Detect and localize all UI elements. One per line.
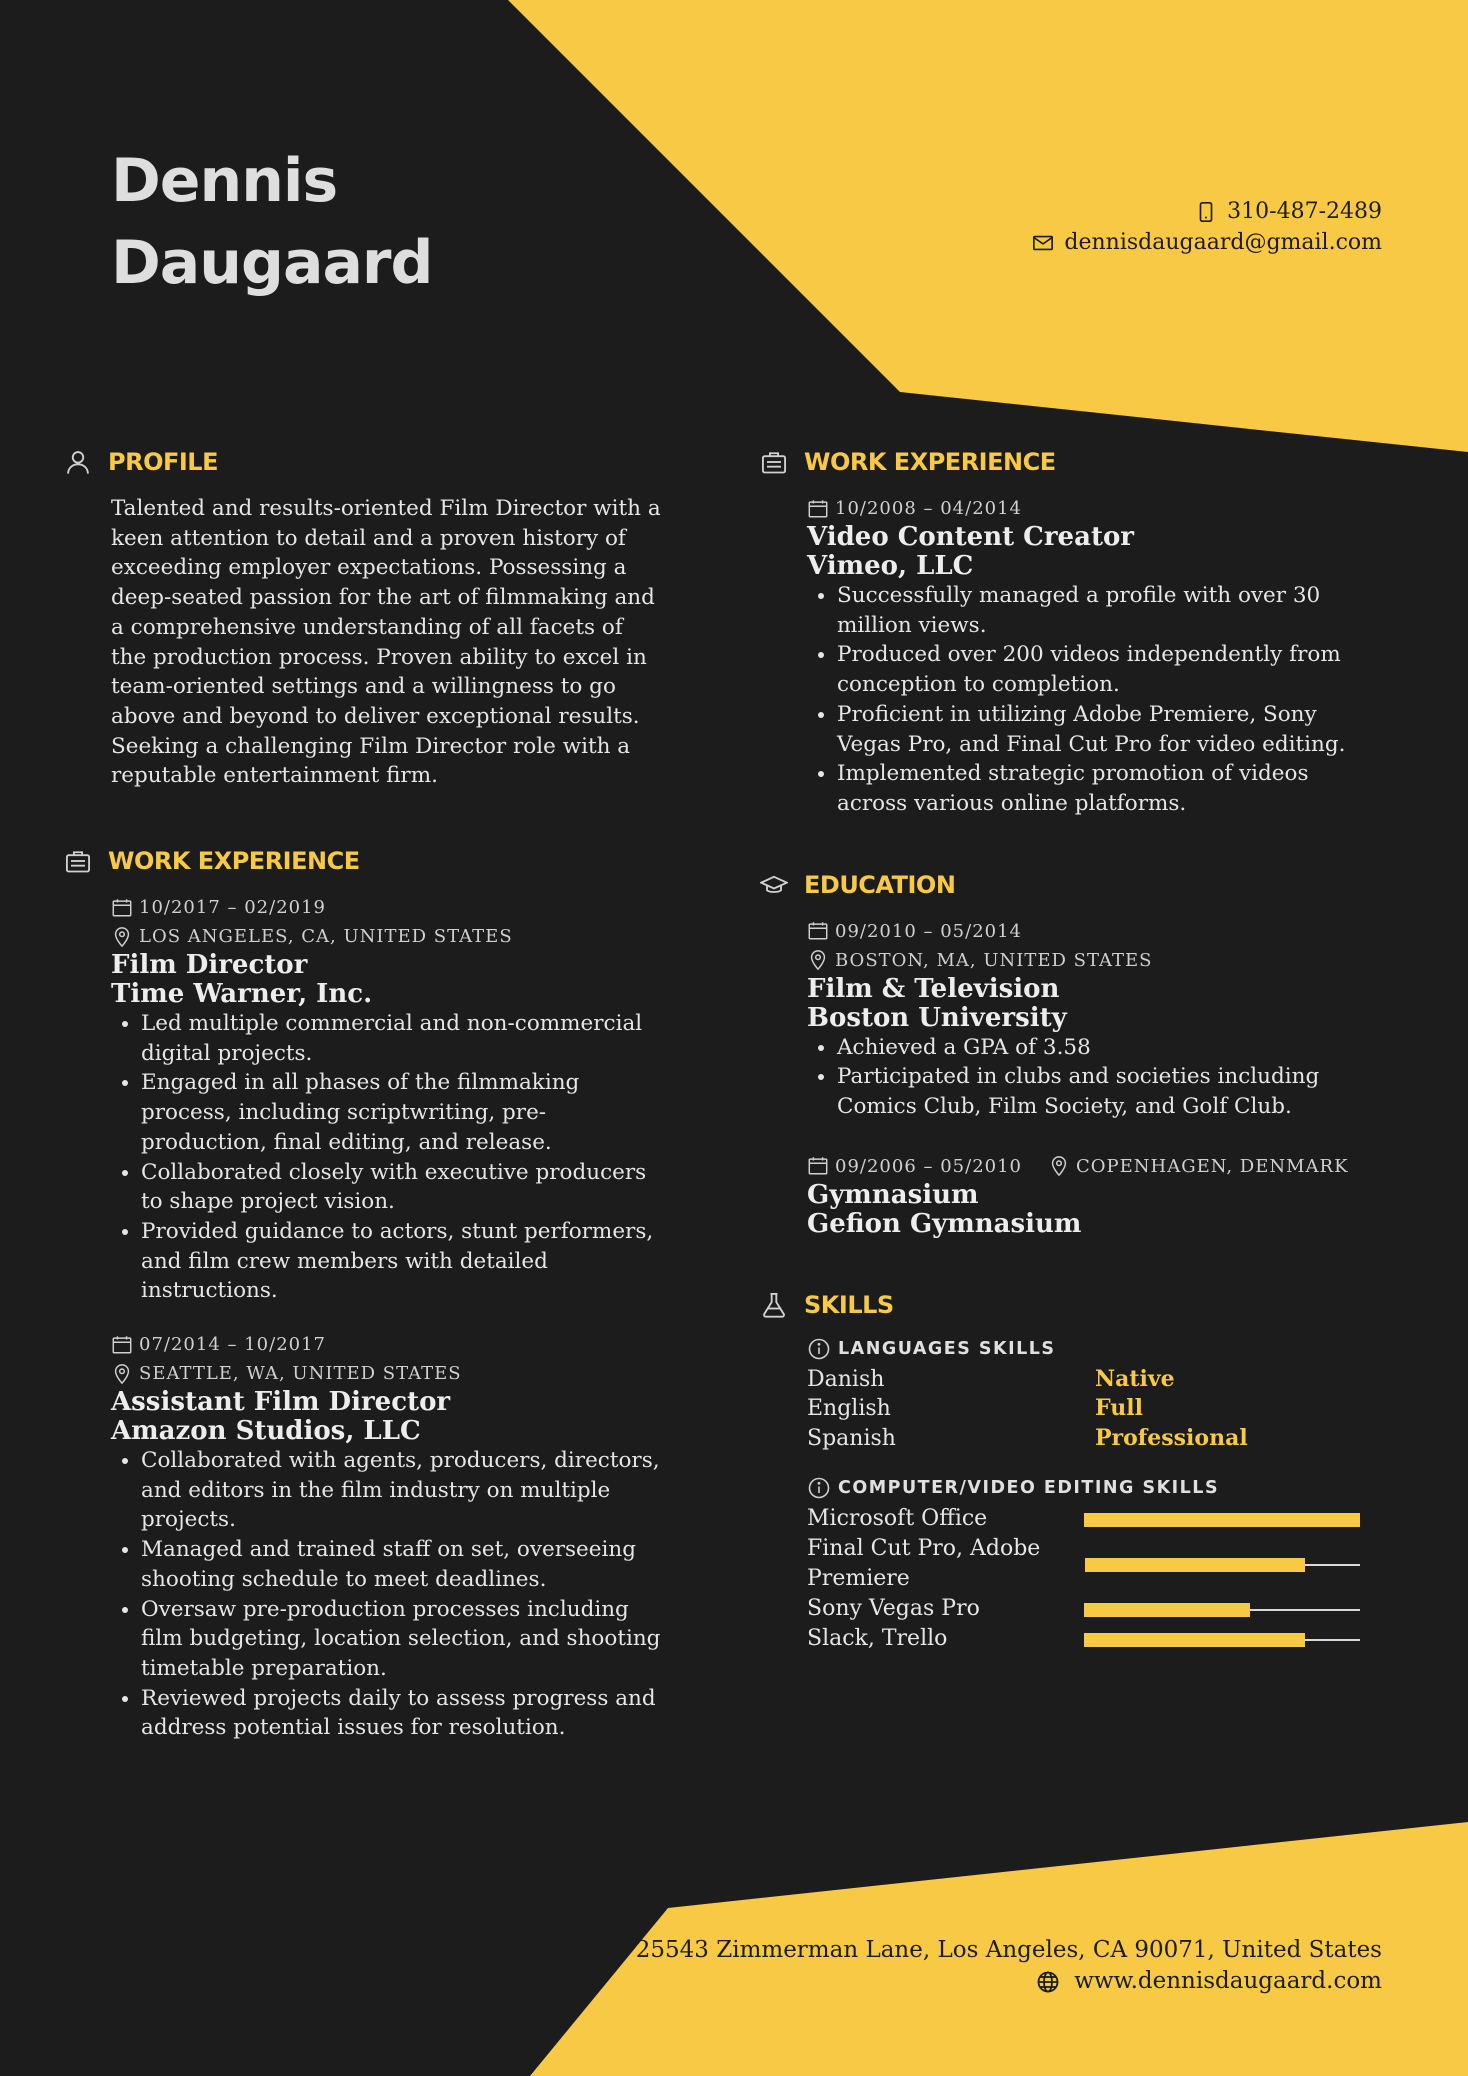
email-row — [1032, 227, 1382, 258]
calendar-icon — [807, 1155, 829, 1177]
list-item: • Implemented strategic promotion of videos across various online platforms. — [837, 759, 1360, 818]
languages-subheading — [807, 1337, 1360, 1361]
skills-title: SKILLS — [804, 1290, 894, 1319]
phone-icon — [1195, 201, 1217, 223]
work-heading-left — [64, 847, 664, 875]
job-role: Assistant Film Director — [111, 1387, 451, 1418]
list-item: • Collaborated closely with executive producers to shape project vision. — [141, 1158, 664, 1217]
list-item: • Oversaw pre-production processes including film budgeting, location selection, and shooting timetable preparation. — [141, 1595, 664, 1684]
edu-dates: 09/2010 – 05/2014 — [835, 920, 1022, 942]
calendar-icon — [807, 498, 829, 520]
job-company: Time Warner, Inc. — [111, 979, 373, 1010]
language-name: Danish — [807, 1366, 885, 1392]
work-title-right: WORK EXPERIENCE — [804, 448, 1056, 476]
edu-location: BOSTON, MA, UNITED STATES — [835, 949, 1153, 971]
briefcase-icon — [760, 448, 788, 476]
profile-heading — [64, 448, 664, 476]
list-item: • Reviewed projects daily to assess progress and address potential issues for resolution. — [141, 1684, 664, 1743]
job-bullets — [807, 581, 1360, 819]
location-pin-icon — [598, 1939, 622, 1963]
work-title-left: WORK EXPERIENCE — [108, 847, 360, 876]
website[interactable]: www.dennisdaugaard.com — [1074, 1968, 1382, 1994]
edu-school: Boston University — [807, 1002, 1067, 1033]
skill-name: Microsoft Office — [807, 1505, 988, 1531]
skill-level-bar — [1084, 1504, 1360, 1534]
list-item: • Achieved a GPA of 3.58 — [837, 1033, 1360, 1063]
info-icon — [807, 1337, 831, 1361]
education-entry — [807, 1152, 1360, 1239]
right-column — [760, 448, 1360, 1654]
list-item: • Participated in clubs and societies including Comics Club, Film Society, and Golf Club. — [837, 1062, 1360, 1121]
computer-skills-subheading — [807, 1476, 1360, 1500]
job-dates-row — [111, 1330, 664, 1359]
list-item: • Provided guidance to actors, stunt performers, and film crew members with detailed instructions. — [141, 1217, 664, 1306]
list-item: • Led multiple commercial and non-commercial digital projects. — [141, 1009, 664, 1068]
profile-text: Talented and results-oriented Film Director with a keen attention to detail and a proven history of exceeding employer expectations. Possessing a deep-seated passion for the art of filmmaking and a comprehensive understanding of all facets of the production process. Proven ability to excel in team-oriented settings and a willingness to go above and beyond to deliver exceptional results. Seeking a challenging Film Director role with a reputable entertainment firm. — [111, 496, 661, 789]
calendar-icon — [111, 1334, 133, 1356]
job-bullets — [111, 1009, 664, 1306]
language-level: Native — [1095, 1365, 1175, 1392]
list-item: • Engaged in all phases of the filmmaking process, including scriptwriting, pre-production, final editing, and release. — [141, 1068, 664, 1157]
job-dates-row — [111, 893, 664, 922]
skill-row — [807, 1594, 1360, 1624]
edu-dates-row — [807, 917, 1360, 946]
list-item: • Managed and trained staff on set, overseeing shooting schedule to meet deadlines. — [141, 1535, 664, 1594]
edu-school: Gefion Gymnasium — [807, 1208, 1082, 1239]
contact-block — [1032, 196, 1382, 258]
job-entry — [807, 494, 1360, 819]
profile-title: PROFILE — [108, 448, 218, 476]
edu-location: COPENHAGEN, DENMARK — [1076, 1155, 1349, 1177]
globe-icon — [1036, 1970, 1060, 1994]
skills-heading — [760, 1291, 1360, 1319]
last-name: Daugaard — [111, 228, 433, 298]
job-location-row — [111, 1359, 664, 1388]
job-dates: 10/2008 – 04/2014 — [835, 498, 1022, 519]
education-heading — [760, 871, 1360, 899]
skill-name: Slack, Trello — [807, 1625, 948, 1651]
education-title: EDUCATION — [804, 870, 956, 899]
edu-location-row — [807, 946, 1360, 975]
skill-row — [807, 1504, 1360, 1534]
job-dates-row — [807, 494, 1360, 523]
work-heading-right — [760, 448, 1360, 476]
website-row — [598, 1966, 1382, 1997]
briefcase-icon — [64, 847, 92, 875]
address: 25543 Zimmerman Lane, Los Angeles, CA 90071, United States — [635, 1937, 1382, 1963]
computer-skills-title: COMPUTER/VIDEO EDITING SKILLS — [838, 1477, 1220, 1498]
skill-row — [807, 1624, 1360, 1654]
job-company: Vimeo, LLC — [807, 551, 974, 581]
left-column — [64, 448, 664, 1767]
footer-contact — [598, 1935, 1382, 1997]
edu-degree: Gymnasium — [807, 1179, 979, 1210]
job-dates: 10/2017 – 02/2019 — [139, 897, 326, 919]
language-level: Professional — [1095, 1425, 1248, 1452]
calendar-icon — [807, 920, 829, 942]
language-name: Spanish — [807, 1426, 896, 1452]
education-entry — [807, 917, 1360, 1122]
job-role: Film Director — [111, 950, 308, 981]
language-row — [807, 1394, 1360, 1424]
skill-level-bar — [1085, 1534, 1360, 1594]
language-row — [807, 1365, 1360, 1395]
job-location: SEATTLE, WA, UNITED STATES — [139, 1363, 462, 1385]
user-icon — [64, 448, 92, 476]
skill-name: Final Cut Pro, Adobe Premiere — [807, 1535, 1041, 1591]
location-pin-icon — [111, 1363, 133, 1385]
candidate-name — [111, 140, 432, 304]
list-item: • Produced over 200 videos independently from conception to completion. — [837, 640, 1360, 699]
edu-bullets — [807, 1033, 1360, 1122]
skill-row — [807, 1534, 1360, 1594]
skill-name: Sony Vegas Pro — [807, 1595, 980, 1621]
address-row — [598, 1935, 1382, 1966]
list-item: • Collaborated with agents, producers, directors, and editors in the film industry on multiple projects. — [141, 1446, 664, 1535]
job-dates: 07/2014 – 10/2017 — [139, 1334, 326, 1356]
languages-title: LANGUAGES SKILLS — [838, 1338, 1056, 1359]
phone-row — [1032, 196, 1382, 227]
email-icon — [1032, 232, 1054, 254]
list-item: • Proficient in utilizing Adobe Premiere, Sony Vegas Pro, and Final Cut Pro for video editing. — [837, 700, 1360, 759]
info-icon — [807, 1476, 831, 1500]
first-name: Dennis — [111, 146, 338, 216]
flask-icon — [760, 1291, 788, 1319]
job-entry — [111, 1330, 664, 1743]
phone-number[interactable]: 310-487-2489 — [1227, 199, 1382, 224]
skill-level-bar — [1084, 1624, 1360, 1654]
job-bullets — [111, 1446, 664, 1743]
edu-dates-location-row — [807, 1152, 1360, 1181]
job-entry — [111, 893, 664, 1306]
calendar-icon — [111, 897, 133, 919]
language-name: English — [807, 1396, 891, 1422]
job-location: LOS ANGELES, CA, UNITED STATES — [139, 926, 513, 948]
location-pin-icon — [807, 949, 829, 971]
list-item: • Successfully managed a profile with over 30 million views. — [837, 581, 1360, 640]
graduation-cap-icon — [760, 871, 788, 899]
job-company: Amazon Studios, LLC — [111, 1416, 421, 1447]
language-level: Full — [1095, 1395, 1143, 1422]
job-role: Video Content Creator — [807, 522, 1134, 552]
skill-level-bar — [1084, 1594, 1360, 1624]
edu-degree: Film & Television — [807, 973, 1060, 1004]
email-address[interactable]: dennisdaugaard@gmail.com — [1064, 230, 1382, 255]
job-location-row — [111, 922, 664, 951]
location-pin-icon — [1048, 1155, 1070, 1177]
language-row — [807, 1424, 1360, 1454]
location-pin-icon — [111, 926, 133, 948]
edu-dates: 09/2006 – 05/2010 — [835, 1155, 1022, 1177]
